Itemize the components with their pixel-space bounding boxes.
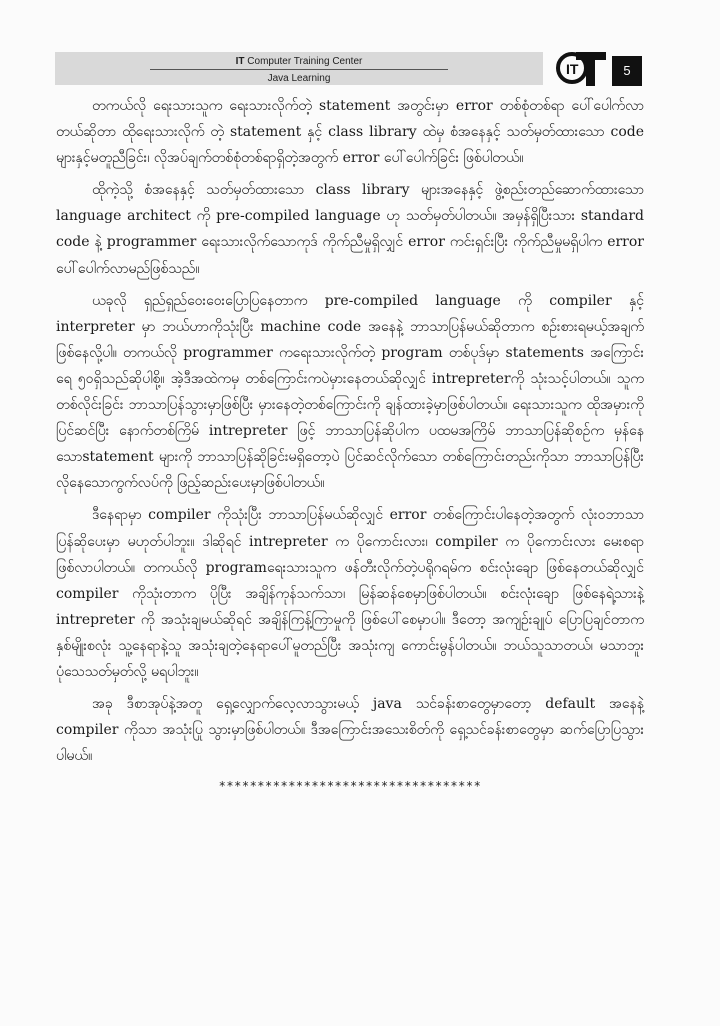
- page-number: 5: [612, 56, 642, 86]
- header-divider: [150, 69, 448, 70]
- section-separator: **********************************: [218, 779, 482, 794]
- paragraph-1: တကယ်လို ရေးသားသူက ရေးသားလိုက်တဲ့ statement အတွင်းမှာ error တစ်စုံတစ်ရာ ပေါ်ပေါက်လာတယ်ဆိုတာ ထိုရေးသားလိုက် တဲ့ statement နှင့် class library ထဲမှ စံအနေနှင့် သတ်မှတ်ထားသော code များနှင့်မတူညီခြင်း၊ လိုအပ်ချက်တစ်စုံတစ်ရာရှိတဲ့အတွက် error ပေါ်ပေါက်ခြင်း ဖြစ်ပါတယ်။: [56, 98, 644, 167]
- logo-text: IT: [566, 61, 579, 77]
- it-logo-icon: [550, 48, 612, 88]
- header-title: IT Computer Training Center: [235, 56, 363, 67]
- paragraph-4: ဒီနေရာမှာ compiler ကိုသုံးပြီး ဘာသာပြန်မယ်ဆိုလျှင် error တစ်ကြောင်းပါနေတဲ့အတွက် လုံးဝဘာသာ ပြန်ဆိုပေးမှာ မဟုတ်ပါဘူး။ ဒါဆိုရင် intrepreter က ပိုကောင်းလား၊ compiler က ပိုကောင်းလား မေးစရာဖြစ်လာပါတယ်။ တကယ်လို programရေးသားသူက ဖန်တီးလိုက်တဲ့ပရိုဂရမ်က စင်းလုံးချော ဖြစ်နေတယ်ဆိုလျှင် compiler ကိုသုံးတာက ပိုပြီး အချိန်ကုန်သက်သာ၊ မြန်ဆန်စေမှာဖြစ်ပါတယ်။ စင်းလုံးချော ဖြစ်နေရဲ့သားနဲ့ intrepreter ကို အသုံးချမယ်ဆိုရင် အချိန်ကြန့်ကြာမှုကို ဖြစ်ပေါ်စေမှာပါ။ ဒီတော့ အကျဉ်းချုပ် ပြောပြချင်တာက နှစ်မျိုးစလုံး သူ့နေရာနဲ့သူ အသုံးချတဲ့နေရာပေါ်မူတည်ပြီး အသုံးကျ ကောင်းမွန်ပါတယ်။ ဘယ်သူသာတယ်၊ မသာဘူး ပုံသေသတ်မှတ်လို့ မရပါဘူး။: [56, 507, 644, 680]
- paragraph-3: ယခုလို ရှည်ရှည်ဝေးဝေးပြောပြနေတာက pre-compiled language ကို compiler နှင့် interpreter မှာ ဘယ်ဟာကိုသုံးပြီး machine code အနေနဲ့ ဘာသာပြန်မယ်ဆိုတာက စဉ်းစားရမယ့်အချက်ဖြစ်နေလို့ပါ။ တကယ်လို programmer ကရေးသားလိုက်တဲ့ program တစ်ပုဒ်မှာ statements အကြောင်းရေ ၅၀ရှိသည်ဆိုပါစို့။ အဲ့ဒီအထဲကမှ တစ်ကြောင်းကပဲမှားနေတယ်ဆိုလျှင် intrepreterကို သုံးသင့်ပါတယ်။ သူက တစ်လိုင်းခြင်း ဘာသာပြန်သွားမှာဖြစ်ပြီး မှားနေတဲ့တစ်ကြောင်းကို ချန်ထားခဲ့မှာဖြစ်ပါတယ်။ ရေးသားသူက ထိုအမှားကို ပြင်ဆင်ပြီး နောက်တစ်ကြိမ် intrepreter ဖြင့် ဘာသာပြန်ဆိုပါက ပထမအကြိမ် ဘာသာပြန်ဆိုစဉ်က မှန်နေသောstatement များကို ဘာသာပြန်ဆိုခြင်းမရှိတော့ပဲ ပြင်ဆင်လိုက်သော တစ်ကြောင်းတည်းကိုသာ ဘာသာပြန်ပြီး လိုနေသောကွက်လပ်ကို ဖြည့်ဆည်းပေးမှာဖြစ်ပါတယ်။: [56, 292, 644, 492]
- document-body: [56, 93, 644, 793]
- header-subtitle: Java Learning: [267, 73, 331, 84]
- paragraph-5: အခု ဒီစာအုပ်နဲ့အတူ ရှေ့လျှောက်လေ့လာသွားမယ့် java သင်ခန်းစာတွေမှာတော့ default အနေနဲ့ compiler ကိုသာ အသုံးပြု သွားမှာဖြစ်ပါတယ်။ ဒီအကြောင်းအသေးစိတ်ကို ရှေ့သင်ခန်းစာတွေမှာ ဆက်ပြောပြသွားပါမယ်။: [56, 696, 644, 765]
- header-text-block: [55, 55, 543, 85]
- paragraph-2: ထိုကဲ့သို့ စံအနေနှင့် သတ်မှတ်ထားသော class library များအနေနှင့် ဖွဲ့စည်းတည်ဆောက်ထားသော language architect ကို pre-compiled language ဟု သတ်မှတ်ပါတယ်။ အမှန်ရှိပြီးသား standard code နဲ့ programmer ရေးသားလိုက်သောကုဒ် ကိုက်ညီမှုရှိလျှင် error ကင်းရှင်းပြီး ကိုက်ညီမှုမရှိပါက error ပေါ်ပေါက်လာမည်ဖြစ်သည်။: [56, 182, 644, 277]
